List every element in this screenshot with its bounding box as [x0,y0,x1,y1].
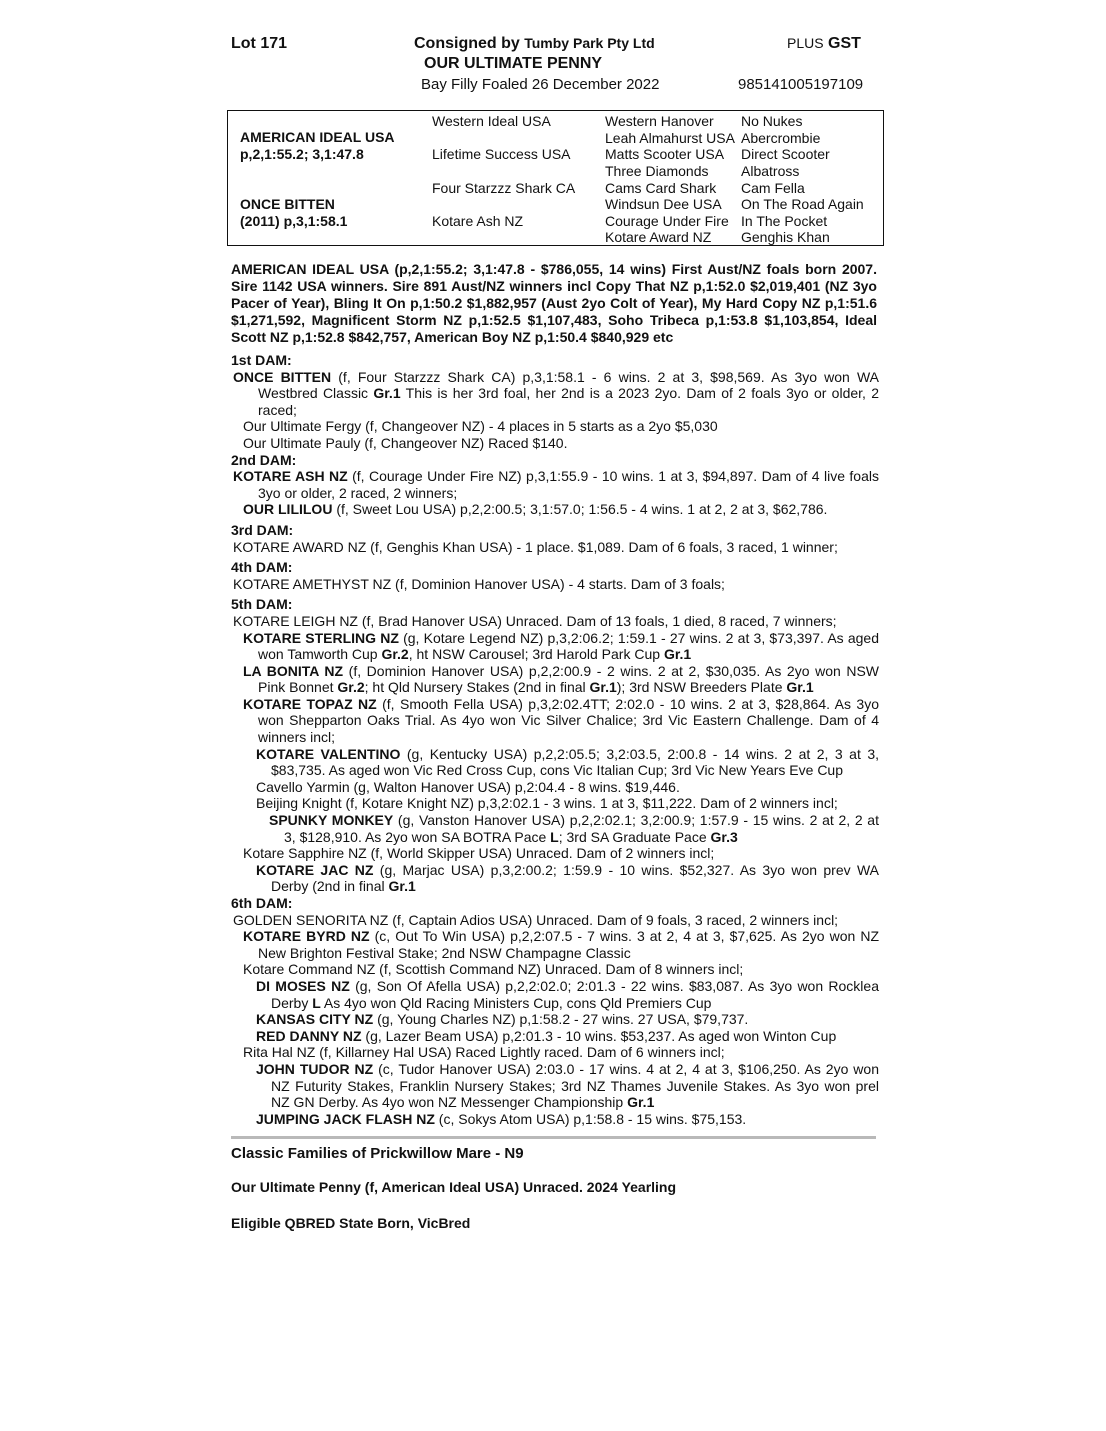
dam5-foal-2-text-a: (f, Dominion Hanover USA) p,2,2:00.9 - 2 wins. 2 at 2, $30,035. As 2yo won NSW Pink Bonnet [258,662,880,696]
ped-gen4-8: Genghis Khan [741,229,830,245]
ped-gen4-2: Abercrombie [741,130,821,146]
ped-gen3-2: Leah Almahurst USA [605,130,735,146]
dam5-foal-1 [231,630,879,663]
dam4-heading: 4th DAM: [231,559,293,576]
dam1-foal-1: Our Ultimate Fergy (f, Changeover NZ) - 4 places in 5 starts as a 2yo $5,030 [243,418,718,435]
dam5-foal-3a-name: KOTARE VALENTINO [256,745,401,762]
dam5-foal-1-grade-2: Gr.1 [663,646,692,663]
dam5-foal-4a-grade: Gr.1 [388,878,416,895]
dam3-heading: 3rd DAM: [231,521,294,538]
dam6-foal-2-progeny-3 [231,1028,879,1045]
dam1-name: ONCE BITTEN [233,368,332,385]
dam5-foal-1-text-a: (g, Kotare Legend NZ) p,3,2:06.2; 1:59.1 - 27 wins. 2 at 3, $73,397. As aged won Tamworth Cup [258,629,879,663]
dam6-foal-2a-name: DI MOSES NZ [256,977,350,994]
dam5-foal-1-name: KOTARE STERLING NZ [243,629,399,646]
dam1-text-b: This is her 3rd foal, her 2nd is a 2023 2yo. Dam of 2 foals 3yo or older, 2 raced; [258,385,879,418]
consignor-name: Tumby Park Pty Ltd [524,35,655,51]
dam6-foal-3-progeny-2 [231,1111,879,1128]
dam1-entry [231,369,879,419]
ped-gen3-6: Windsun Dee USA [605,196,722,212]
dam2-heading: 2nd DAM: [231,451,297,468]
dam5-foal-4-progeny [231,862,879,895]
dam1-text-a: (f, Four Starzzz Shark CA) p,3,1:58.1 - 6 wins. 2 at 3, $98,569. As 3yo won WA Westbred Classic [258,368,880,402]
sire-name: AMERICAN IDEAL USA [240,129,395,145]
ped-gen3-4: Three Diamonds [605,163,709,179]
ped-gen2-3: Four Starzzz Shark CA [432,180,576,196]
ped-gen4-6: On The Road Again [741,196,864,212]
dam-record: (2011) p,3,1:58.1 [240,213,348,229]
dam5-foal-3-progeny-2: Cavello Yarmin (g, Walton Hanover USA) p,2:04.4 - 8 wins. $19,446. [256,778,680,795]
dam6-foal-3-progeny-1 [231,1061,879,1111]
dam5-foal-1-text-b: , ht NSW Carousel; 3rd Harold Park Cup [408,646,664,663]
consigned-line [414,35,655,53]
dam6-foal-2c-text: (g, Lazer Beam USA) p,2:01.3 - 10 wins. $53,237. As aged won Winton Cup [361,1027,837,1044]
dam5-foal-3c1-name: SPUNKY MONKEY [269,812,394,829]
dam6-foal-1-name: KOTARE BYRD NZ [243,928,370,945]
dam5-foal-2-name: LA BONITA NZ [243,662,344,679]
ped-gen4-1: No Nukes [741,113,803,129]
dam6-foal-2a-text-b: As 4yo won Qld Racing Ministers Cup, cons Qld Premiers Cup [320,994,712,1011]
dam5-foal-2 [231,663,879,696]
dam5-foal-3c1-text-a: (g, Vanston Hanover USA) p,2,2:02.1; 3,2:00.9; 1:57.9 - 15 wins. 2 at 2, 2 at 3, $128,910. As 2yo won SA BOTRA Pace [284,812,879,845]
dam6-foal-2b-text: (g, Young Charles NZ) p,1:58.2 - 27 wins. 27 USA, $79,737. [373,1011,749,1028]
lot-summary: Our Ultimate Penny (f, American Ideal USA) Unraced. 2024 Yearling [231,1179,677,1195]
dam5-foal-2-grade-3: Gr.1 [786,679,814,696]
ped-gen3-8: Kotare Award NZ [605,229,712,245]
pedigree-table [227,110,884,246]
horse-description: Bay Filly Foaled 26 December 2022 [421,76,660,93]
dam5-foal-2-grade-1: Gr.2 [337,679,365,696]
dam5-foal-3c1-listed: L [550,828,559,845]
dam2-foal-1 [231,501,879,518]
sire-summary: AMERICAN IDEAL USA (p,2,1:55.2; 3,1:47.8 - $786,055, 14 wins) First Aust/NZ foals born 2007. Sire 1142 USA winners. Sire 891 Aust/NZ winners incl Copy That NZ p,1:52.0 $2,019,401 (NZ 3yo Pacer of Year), Bling It On p,1:50.2 $1,882,957 (Aust 2yo Colt of Year), My Hard Copy NZ p,1:51.6 $1,271,592, Magnificent Storm NZ p,1:52.5 $1,107,483, Soho Tribeca p,1:53.8 $1,103,854, Ideal Scott NZ p,1:52.8 $842,757, American Boy NZ p,1:50.4 $840,929 etc [231,261,877,345]
dam5-foal-4a-text: (g, Marjac USA) p,3,2:00.2; 1:59.9 - 10 wins. $52,327. As 3yo won prev WA Derby (2nd in final [271,861,879,895]
dam6-foal-3b-name: JUMPING JACK FLASH NZ [256,1110,435,1127]
dam5-foal-3-grandprogeny [231,812,879,845]
lot-number: Lot 171 [231,35,288,52]
dam1-grade: Gr.1 [373,385,401,402]
consigned-prefix: Consigned by [414,35,520,52]
dam6-foal-2a-text-a: (g, Son Of Afella USA) p,2,2:02.0; 2:01.3 - 22 wins. $83,087. As 3yo won Rocklea Derby [271,977,879,1011]
dam1-foal-2: Our Ultimate Pauly (f, Changeover NZ) Raced $140. [243,434,568,451]
dam6-foal-2a-listed: L [312,994,321,1011]
dam6-foal-3a-grade: Gr.1 [627,1094,655,1111]
ped-gen3-5: Cams Card Shark [605,180,717,196]
family-classification [231,1145,524,1162]
dam5-entry: KOTARE LEIGH NZ (f, Brad Hanover USA) Unraced. Dam of 13 foals, 1 died, 8 raced, 7 winners; [233,612,837,629]
dam5-foal-2-text-c: ); 3rd NSW Breeders Plate [616,679,787,696]
dam2-foal-1-text: (f, Sweet Lou USA) p,2,2:00.5; 3,1:57.0; 1:56.5 - 4 wins. 1 at 2, 2 at 3, $62,786. [332,501,828,518]
ped-gen2-2: Lifetime Success USA [432,146,571,162]
dam6-entry: GOLDEN SENORITA NZ (f, Captain Adios USA) Unraced. Dam of 9 foals, 3 raced, 2 winners incl; [233,911,839,928]
gst-label [787,35,861,53]
dam1-heading: 1st DAM: [231,352,292,368]
dam5-foal-3a-text: (g, Kentucky USA) p,2,2:05.5; 3,2:03.5, 2:00.8 - 14 wins. 2 at 2, 3 at 3, $83,735. As aged won Vic Red Cross Cup, cons Vic Italian Cup; 3rd Vic New Years Eve Cup [271,745,879,779]
dam5-foal-2-text-b: ; ht Qld Nursery Stakes (2nd in final [364,679,590,696]
dam6-foal-3a-text: (c, Tudor Hanover USA) 2:03.0 - 17 wins. 4 at 2, 4 at 3, $106,250. As 2yo won NZ Futurity Stakes, Franklin Nursery Stakes; 3rd NZ Thames Juvenile Stakes. As 3yo won prel NZ GN Derby. As 4yo won NZ Messenger Championship [271,1060,879,1111]
ped-gen4-5: Cam Fella [741,180,805,196]
dam2-entry [231,468,879,501]
dam6-foal-2-progeny-1 [231,978,879,1011]
dam5-foal-3-progeny-1 [231,746,879,779]
eligibility-note: Eligible QBRED State Born, VicBred [231,1215,471,1231]
gst-text: GST [828,35,861,52]
sire-record: p,2,1:55.2; 3,1:47.8 [240,146,364,162]
gst-plus: PLUS [787,35,824,51]
dam5-foal-4: Kotare Sapphire NZ (f, World Skipper USA) Unraced. Dam of 2 winners incl; [243,845,715,862]
dam6-foal-3: Rita Hal NZ (f, Killarney Hal USA) Raced Lightly raced. Dam of 6 winners incl; [243,1044,725,1061]
ped-gen4-3: Direct Scooter [741,146,830,162]
ped-gen2-1: Western Ideal USA [432,113,551,129]
dam-family-text [231,352,879,1127]
dam6-foal-2: Kotare Command NZ (f, Scottish Command NZ) Unraced. Dam of 8 winners incl; [243,961,744,978]
dam6-foal-1-text: (c, Out To Win USA) p,2,2:07.5 - 7 wins. 3 at 2, 4 at 3, $7,625. As 2yo won NZ New Brighton Festival Stake; 2nd NSW Champagne Classic [258,928,880,961]
dam3-entry: KOTARE AWARD NZ (f, Genghis Khan USA) - 1 place. $1,089. Dam of 6 foals, 3 raced, 1 winner; [233,538,838,555]
dam5-foal-3-text: (f, Smooth Fella USA) p,3,2:02.4TT; 2:02.0 - 10 wins. 2 at 3, $28,864. As 3yo won Shepparton Oaks Trial. As 4yo won Vic Silver Chalice; 3rd Vic Eastern Challenge. Dam of 4 winners incl; [258,695,879,746]
ped-gen3-1: Western Hanover [605,113,714,129]
ped-gen3-3: Matts Scooter USA [605,146,725,162]
dam5-foal-3c1-text-b: ; 3rd SA Graduate Pace [558,828,711,845]
dam2-name: KOTARE ASH NZ [233,468,348,485]
family-text: Classic Families of Prickwillow Mare - N9 [231,1145,524,1162]
dam6-foal-2-progeny-2 [231,1011,879,1028]
dam2-foal-1-name: OUR LILILOU [243,501,333,518]
ped-gen4-4: Albatross [741,163,800,179]
dam5-foal-3-name: KOTARE TOPAZ NZ [243,695,377,712]
ped-gen2-4: Kotare Ash NZ [432,213,524,229]
dam5-foal-3c1-grade: Gr.3 [710,828,738,845]
dam6-heading: 6th DAM: [231,895,293,911]
horse-name: OUR ULTIMATE PENNY [424,55,603,72]
dam6-foal-2c-name: RED DANNY NZ [256,1027,362,1044]
dam5-foal-4a-name: KOTARE JAC NZ [256,861,374,878]
dam6-foal-2b-name: KANSAS CITY NZ [256,1011,374,1028]
dam6-foal-1 [231,928,879,961]
ped-gen3-7: Courage Under Fire [605,213,729,229]
dam5-foal-2-grade-2: Gr.1 [589,679,617,696]
ped-gen4-7: In The Pocket [741,213,828,229]
section-divider [231,1136,876,1139]
dam5-foal-1-grade-1: Gr.2 [381,646,409,663]
dam4-entry: KOTARE AMETHYST NZ (f, Dominion Hanover USA) - 4 starts. Dam of 3 foals; [233,575,725,592]
dam5-foal-3-progeny-3: Beijing Knight (f, Kotare Knight NZ) p,3,2:02.1 - 3 wins. 1 at 3, $11,222. Dam of 2 winners incl; [256,795,838,812]
dam-name: ONCE BITTEN [240,196,335,212]
microchip-number: 985141005197109 [738,76,864,93]
dam6-foal-3a-name: JOHN TUDOR NZ [256,1060,374,1077]
dam6-foal-3b-text: (c, Sokys Atom USA) p,1:58.8 - 15 wins. $75,153. [434,1110,747,1127]
dam5-foal-3 [231,696,879,746]
dam5-heading: 5th DAM: [231,596,293,613]
dam2-text: (f, Courage Under Fire NZ) p,3,1:55.9 - 10 wins. 1 at 3, $94,897. Dam of 4 live foals 3yo or older, 2 raced, 2 winners; [258,468,879,501]
